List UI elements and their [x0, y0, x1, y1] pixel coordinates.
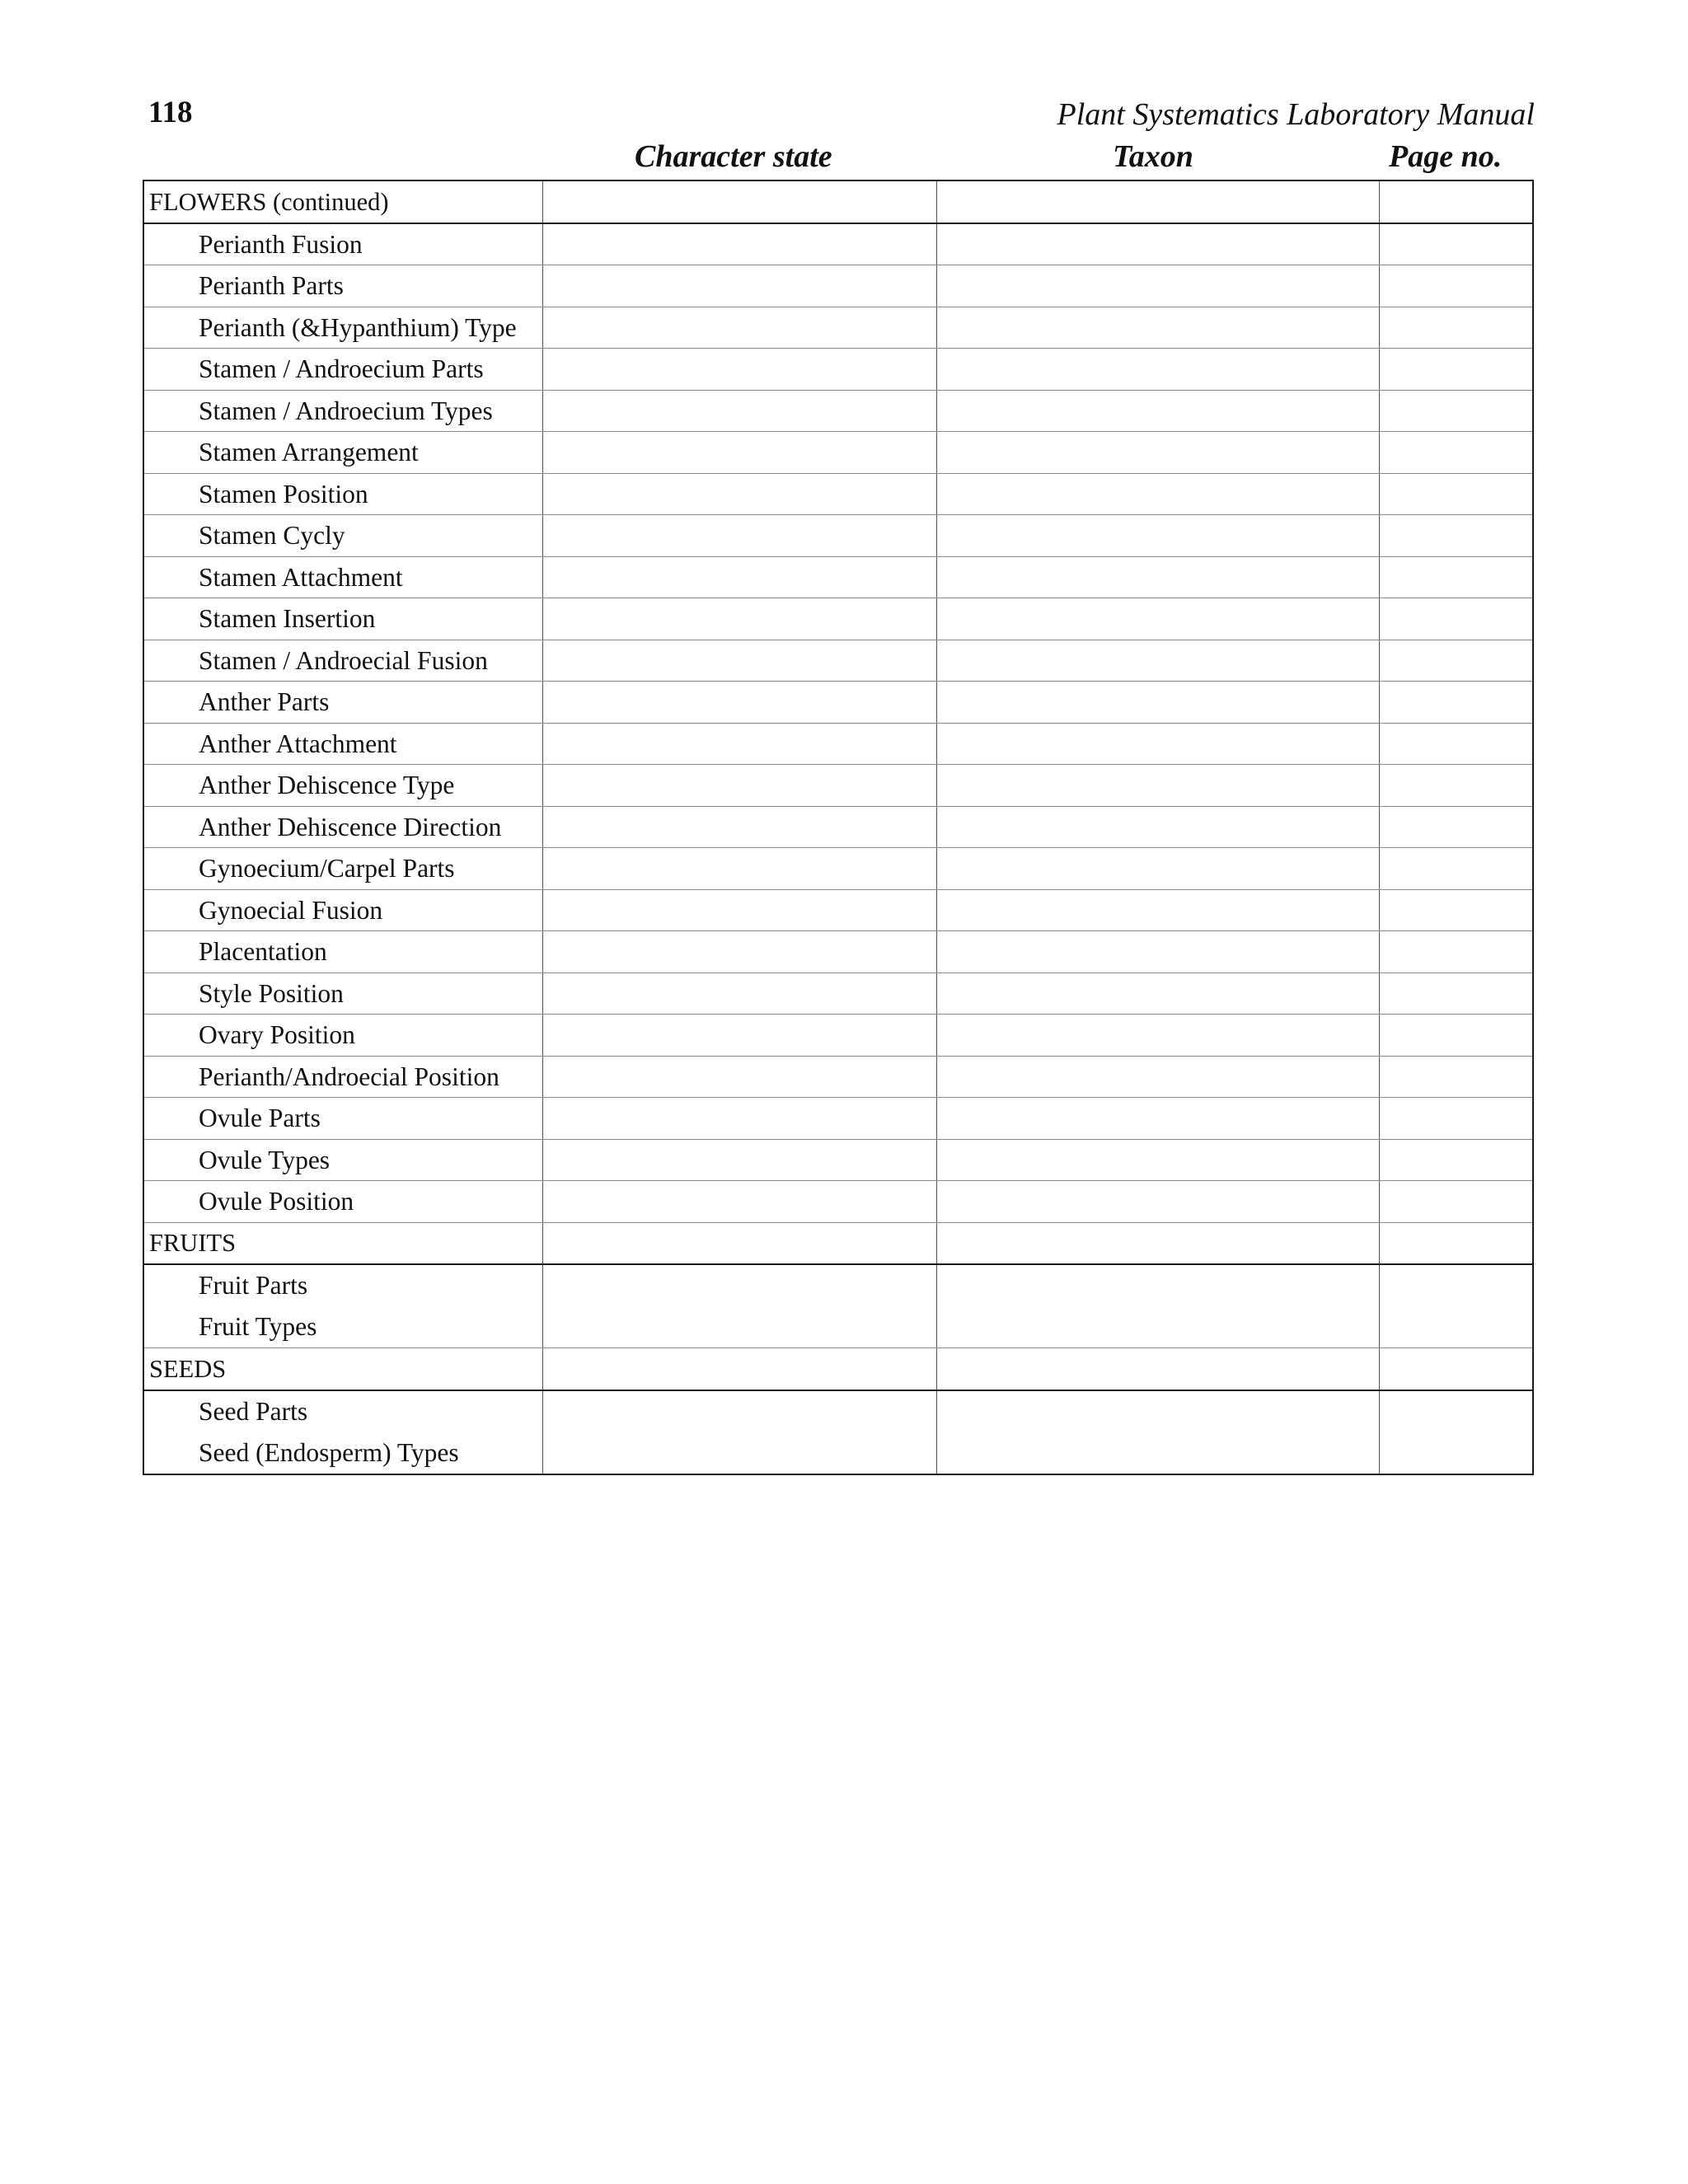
row-label: Stamen Cycly	[143, 515, 542, 557]
row-label: Perianth Fusion	[143, 223, 542, 265]
row-label: Ovary Position	[143, 1015, 542, 1057]
taxon-cell[interactable]	[936, 1264, 1379, 1348]
table-row	[143, 1098, 1533, 1140]
page-no-cell[interactable]	[1379, 432, 1533, 474]
taxon-cell[interactable]	[936, 390, 1379, 432]
character-state-cell[interactable]	[542, 1348, 936, 1390]
taxon-cell[interactable]	[936, 556, 1379, 598]
section-row-flowers	[143, 180, 1533, 223]
table-row	[143, 765, 1533, 807]
table-row	[143, 1139, 1533, 1181]
character-state-cell[interactable]	[542, 307, 936, 349]
table-row	[143, 390, 1533, 432]
row-label: Perianth Parts	[143, 265, 542, 307]
character-state-cell[interactable]	[542, 180, 936, 223]
table-row	[143, 1015, 1533, 1057]
table-row	[143, 972, 1533, 1015]
taxon-cell[interactable]	[936, 1139, 1379, 1181]
page-no-cell[interactable]	[1379, 223, 1533, 265]
taxon-cell[interactable]	[936, 1098, 1379, 1140]
taxon-cell[interactable]	[936, 223, 1379, 265]
column-header-character-state: Character state	[635, 139, 832, 174]
character-state-cell[interactable]	[542, 1056, 936, 1098]
table-row	[143, 223, 1533, 265]
table-row	[143, 1056, 1533, 1098]
page-number: 118	[148, 96, 193, 129]
table-row	[143, 349, 1533, 391]
taxon-cell[interactable]	[936, 640, 1379, 682]
page-no-cell[interactable]	[1379, 515, 1533, 557]
taxon-cell[interactable]	[936, 265, 1379, 307]
column-header-page-no: Page no.	[1389, 139, 1503, 174]
page-no-cell[interactable]	[1379, 723, 1533, 765]
page-no-cell[interactable]	[1379, 889, 1533, 931]
taxon-cell[interactable]	[936, 1056, 1379, 1098]
row-label: Seed (Endosperm) Types	[199, 1437, 459, 1467]
character-state-cell[interactable]	[542, 1181, 936, 1223]
row-label: Ovule Types	[143, 1139, 542, 1181]
page-no-cell[interactable]	[1379, 640, 1533, 682]
table-row	[143, 1390, 1533, 1474]
taxon-cell[interactable]	[936, 1181, 1379, 1223]
running-title: Plant Systematics Laboratory Manual	[1057, 97, 1535, 132]
character-worksheet-table	[143, 180, 1534, 1475]
row-label: Stamen Arrangement	[143, 432, 542, 474]
table-row	[143, 473, 1533, 515]
page-no-cell[interactable]	[1379, 1181, 1533, 1223]
row-label: Ovule Parts	[143, 1098, 542, 1140]
taxon-cell[interactable]	[936, 1390, 1379, 1474]
row-label: Placentation	[143, 931, 542, 973]
character-state-cell[interactable]	[542, 1390, 936, 1474]
row-label: Style Position	[143, 972, 542, 1015]
row-label-group	[143, 1390, 542, 1474]
taxon-cell[interactable]	[936, 931, 1379, 973]
page-no-cell[interactable]	[1379, 1390, 1533, 1474]
character-state-cell[interactable]	[542, 640, 936, 682]
row-label: Fruit Types	[199, 1312, 317, 1341]
page-no-cell[interactable]	[1379, 765, 1533, 807]
table-row	[143, 307, 1533, 349]
character-state-cell[interactable]	[542, 349, 936, 391]
row-label: Stamen / Androecium Types	[143, 390, 542, 432]
row-label: Gynoecial Fusion	[143, 889, 542, 931]
taxon-cell[interactable]	[936, 765, 1379, 807]
taxon-cell[interactable]	[936, 848, 1379, 890]
section-title-fruits: FRUITS	[143, 1222, 542, 1264]
row-label: Stamen Position	[143, 473, 542, 515]
page-no-cell[interactable]	[1379, 598, 1533, 640]
page-no-cell[interactable]	[1379, 265, 1533, 307]
taxon-cell[interactable]	[936, 723, 1379, 765]
row-label-group	[143, 1264, 542, 1348]
character-state-cell[interactable]	[542, 432, 936, 474]
page-no-cell[interactable]	[1379, 1348, 1533, 1390]
table-row	[143, 598, 1533, 640]
row-label: Perianth/Androecial Position	[143, 1056, 542, 1098]
character-state-cell[interactable]	[542, 556, 936, 598]
taxon-cell[interactable]	[936, 473, 1379, 515]
row-label: Anther Parts	[143, 682, 542, 724]
character-state-cell[interactable]	[542, 806, 936, 848]
table-row	[143, 889, 1533, 931]
page-no-cell[interactable]	[1379, 1098, 1533, 1140]
page-no-cell[interactable]	[1379, 1056, 1533, 1098]
taxon-cell[interactable]	[936, 180, 1379, 223]
page-no-cell[interactable]	[1379, 682, 1533, 724]
table-row	[143, 806, 1533, 848]
taxon-cell[interactable]	[936, 1015, 1379, 1057]
taxon-cell[interactable]	[936, 972, 1379, 1015]
character-state-cell[interactable]	[542, 682, 936, 724]
section-row-fruits	[143, 1222, 1533, 1264]
character-state-cell[interactable]	[542, 473, 936, 515]
taxon-cell[interactable]	[936, 889, 1379, 931]
table-row	[143, 515, 1533, 557]
character-state-cell[interactable]	[542, 1139, 936, 1181]
page-no-cell[interactable]	[1379, 307, 1533, 349]
character-state-cell[interactable]	[542, 265, 936, 307]
section-title-seeds: SEEDS	[143, 1348, 542, 1390]
character-state-cell[interactable]	[542, 1264, 936, 1348]
row-label: Perianth (&Hypanthium) Type	[143, 307, 542, 349]
character-state-cell[interactable]	[542, 723, 936, 765]
taxon-cell[interactable]	[936, 515, 1379, 557]
character-state-cell[interactable]	[542, 1015, 936, 1057]
taxon-cell[interactable]	[936, 349, 1379, 391]
character-state-cell[interactable]	[542, 1098, 936, 1140]
table-row	[143, 1264, 1533, 1348]
character-state-cell[interactable]	[542, 223, 936, 265]
column-header-taxon: Taxon	[1113, 139, 1193, 174]
character-state-cell[interactable]	[542, 515, 936, 557]
table-row	[143, 931, 1533, 973]
table-row	[143, 848, 1533, 890]
taxon-cell[interactable]	[936, 1222, 1379, 1264]
row-label: Anther Dehiscence Direction	[143, 806, 542, 848]
row-label: Gynoecium/Carpel Parts	[143, 848, 542, 890]
page-no-cell[interactable]	[1379, 972, 1533, 1015]
page-no-cell[interactable]	[1379, 1222, 1533, 1264]
character-state-cell[interactable]	[542, 1222, 936, 1264]
row-label: Anther Dehiscence Type	[143, 765, 542, 807]
taxon-cell[interactable]	[936, 598, 1379, 640]
character-state-cell[interactable]	[542, 598, 936, 640]
table-row	[143, 640, 1533, 682]
taxon-cell[interactable]	[936, 1348, 1379, 1390]
character-state-cell[interactable]	[542, 972, 936, 1015]
table-row	[143, 723, 1533, 765]
table-row	[143, 265, 1533, 307]
table-row	[143, 682, 1533, 724]
row-label: Anther Attachment	[143, 723, 542, 765]
page-no-cell[interactable]	[1379, 556, 1533, 598]
character-state-cell[interactable]	[542, 390, 936, 432]
page-no-cell[interactable]	[1379, 1015, 1533, 1057]
row-label: Seed Parts	[199, 1396, 308, 1426]
row-label: Fruit Parts	[199, 1271, 308, 1300]
page-no-cell[interactable]	[1379, 349, 1533, 391]
section-row-seeds	[143, 1348, 1533, 1390]
taxon-cell[interactable]	[936, 432, 1379, 474]
page-no-cell[interactable]	[1379, 806, 1533, 848]
character-state-cell[interactable]	[542, 931, 936, 973]
page-no-cell[interactable]	[1379, 1264, 1533, 1348]
taxon-cell[interactable]	[936, 307, 1379, 349]
row-label: Stamen Attachment	[143, 556, 542, 598]
table-row	[143, 1181, 1533, 1223]
page-no-cell[interactable]	[1379, 390, 1533, 432]
table-row	[143, 432, 1533, 474]
page-no-cell[interactable]	[1379, 848, 1533, 890]
row-label: Stamen / Androecial Fusion	[143, 640, 542, 682]
character-state-cell[interactable]	[542, 889, 936, 931]
row-label: Ovule Position	[143, 1181, 542, 1223]
page-no-cell[interactable]	[1379, 180, 1533, 223]
character-state-cell[interactable]	[542, 765, 936, 807]
row-label: Stamen Insertion	[143, 598, 542, 640]
section-title-flowers: FLOWERS (continued)	[143, 180, 542, 223]
page-no-cell[interactable]	[1379, 931, 1533, 973]
table-row	[143, 556, 1533, 598]
taxon-cell[interactable]	[936, 806, 1379, 848]
row-label: Stamen / Androecium Parts	[143, 349, 542, 391]
taxon-cell[interactable]	[936, 682, 1379, 724]
page-no-cell[interactable]	[1379, 473, 1533, 515]
character-state-cell[interactable]	[542, 848, 936, 890]
page-no-cell[interactable]	[1379, 1139, 1533, 1181]
